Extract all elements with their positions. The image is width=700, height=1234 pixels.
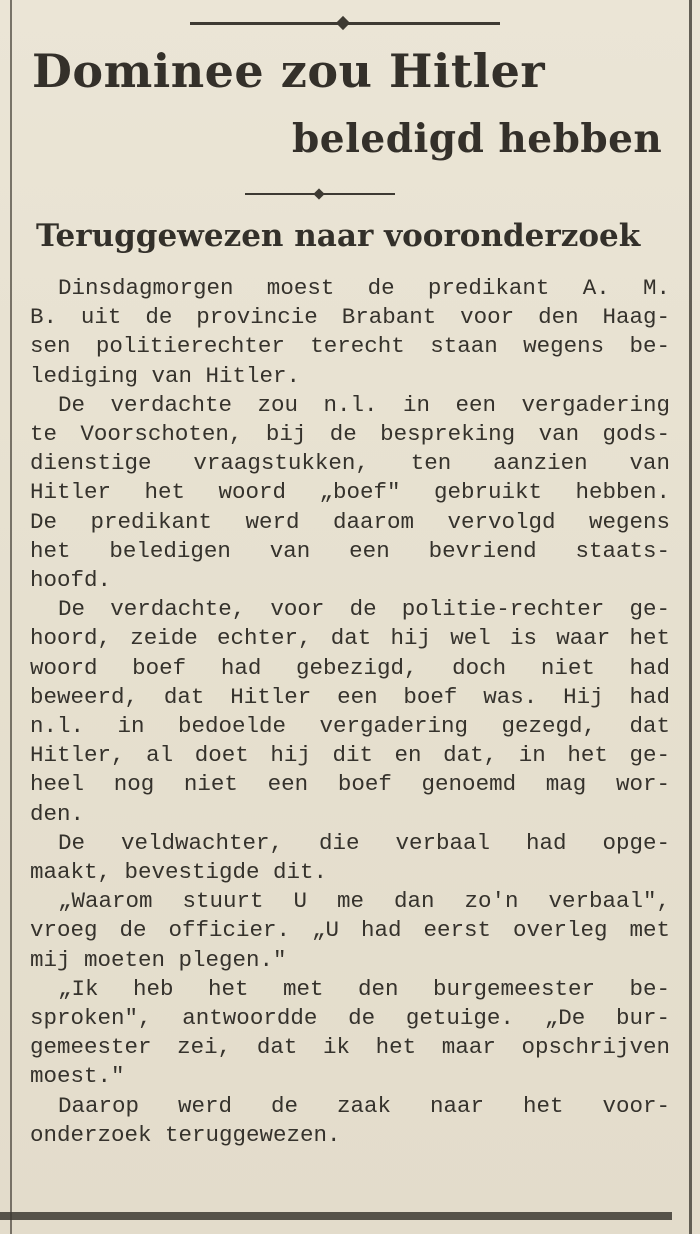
article-body: [30, 274, 670, 1150]
article-line: moest.": [30, 1063, 125, 1090]
article-line: te Voorschoten, bij de bespreking van gods-: [30, 421, 670, 448]
column-rule-left: [10, 0, 12, 1234]
article-line: De verdachte zou n.l. in een vergadering: [58, 391, 670, 418]
article-line: sproken", antwoordde de getuige. „De bur-: [30, 1005, 670, 1032]
article-line: „Waarom stuurt U me dan zo'n verbaal",: [58, 888, 670, 915]
article-line: hoofd.: [30, 567, 112, 594]
top-ornament-rule: [190, 22, 500, 25]
subheadline: Teruggewezen naar vooronderzoek: [36, 218, 641, 254]
article-line: De predikant werd daarom vervolgd wegens: [30, 508, 670, 535]
article-line: mij moeten plegen.": [30, 946, 287, 973]
article-line: sen politierechter terecht staan wegens be-: [30, 333, 670, 360]
article-line: lediging van Hitler.: [30, 362, 301, 389]
article-line: den.: [30, 800, 85, 827]
article-line: woord boef had gebezigd, doch niet had: [30, 654, 670, 681]
article-line: hoord, zeide echter, dat hij wel is waar het: [30, 625, 670, 652]
article-line: het beledigen van een bevriend staats-: [30, 537, 670, 564]
article-line: onderzoek teruggewezen.: [30, 1121, 341, 1148]
article-line: De verdachte, voor de politie-rechter ge-: [58, 596, 670, 623]
article-line: beweerd, dat Hitler een boef was. Hij had: [30, 683, 670, 710]
article-line: vroeg de officier. „U had eerst overleg met: [30, 917, 670, 944]
article-line: Daarop werd de zaak naar het voor-: [58, 1092, 670, 1119]
article-line: gemeester zei, dat ik het maar opschrijven: [30, 1034, 670, 1061]
headline-line-2: beledigd hebben: [292, 116, 663, 162]
article-line: „Ik heb het met den burgemeester be-: [58, 975, 670, 1002]
headline-ornament-rule: [245, 193, 395, 195]
article-line: heel nog niet een boef genoemd mag wor-: [30, 771, 670, 798]
headline-line-1: Dominee zou Hitler: [32, 44, 546, 98]
article-line: Dinsdagmorgen moest de predikant A. M.: [58, 275, 670, 301]
bottom-rule: [0, 1212, 672, 1220]
column-rule-right: [689, 0, 692, 1234]
article-line: Hitler, al doet hij dit en dat, in het ge-: [30, 742, 670, 769]
article-line: Hitler het woord „boef" gebruikt hebben.: [30, 479, 670, 506]
article-line: dienstige vraagstukken, ten aanzien van: [30, 450, 670, 477]
article-line: B. uit de provincie Brabant voor den Haag-: [30, 304, 670, 331]
article-line: De veldwachter, die verbaal had opge-: [58, 829, 670, 856]
article-line: maakt, bevestigde dit.: [30, 859, 328, 886]
article-line: n.l. in bedoelde vergadering gezegd, dat: [30, 713, 670, 740]
